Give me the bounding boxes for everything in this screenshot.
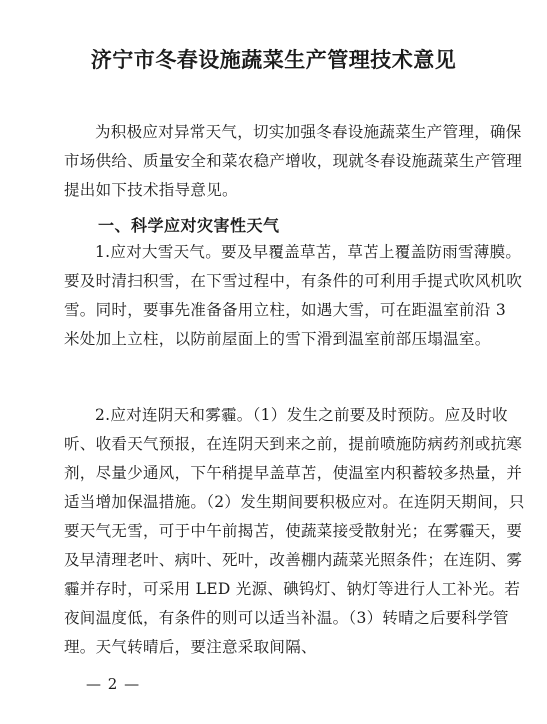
document-title: 济宁市冬春设施蔬菜生产管理技术意见 bbox=[90, 47, 457, 72]
page-number: — 2 — bbox=[86, 675, 141, 693]
intro-paragraph: 为积极应对异常天气，切实加强冬春设施蔬菜生产管理，确保市场供给、质量安全和菜农稳产增收，现就冬春设施蔬菜生产管理提出如下技术指导意见。 bbox=[64, 123, 523, 199]
overcast-haze-paragraph: 2.应对连阴天和雾霾。（1）发生之前要及时预防。应及时收听、收看天气预报，在连阴天到来之前，提前喷施防病药剂或抗寒剂，尽量少通风，下午稍提早盖草苫，使温室内积蓄较多热量，并适当增加保温措施。（2）发生期间要积极应对。在连阴天期间，只要天气无雪，可于中午前揭苫，使蔬菜接受散射光；在雾霾天，要及早清理老叶、病叶、死叶，改善棚内蔬菜光照条件；在连阴、雾霾并存时，可采用 LED 光源、碘钨灯、钠灯等进行人工补光。若夜间温度低，有条件的则可以适当补温。（3）转晴之后要科学管理。天气转晴后，要注意采取间隔、 bbox=[64, 406, 525, 656]
section-heading: 一、科学应对灾害性天气 bbox=[98, 216, 280, 235]
heavy-snow-paragraph: 1.应对大雪天气。要及早覆盖草苫，草苫上覆盖防雨雪薄膜。要及时清扫积雪，在下雪过程中，有条件的可利用手提式吹风机吹雪。同时，要事先准备备用立柱，如遇大雪，可在距温室前沿 3 米处加上立柱，以防前屋面上的雪下滑到温室前部压塌温室。 bbox=[64, 243, 523, 348]
